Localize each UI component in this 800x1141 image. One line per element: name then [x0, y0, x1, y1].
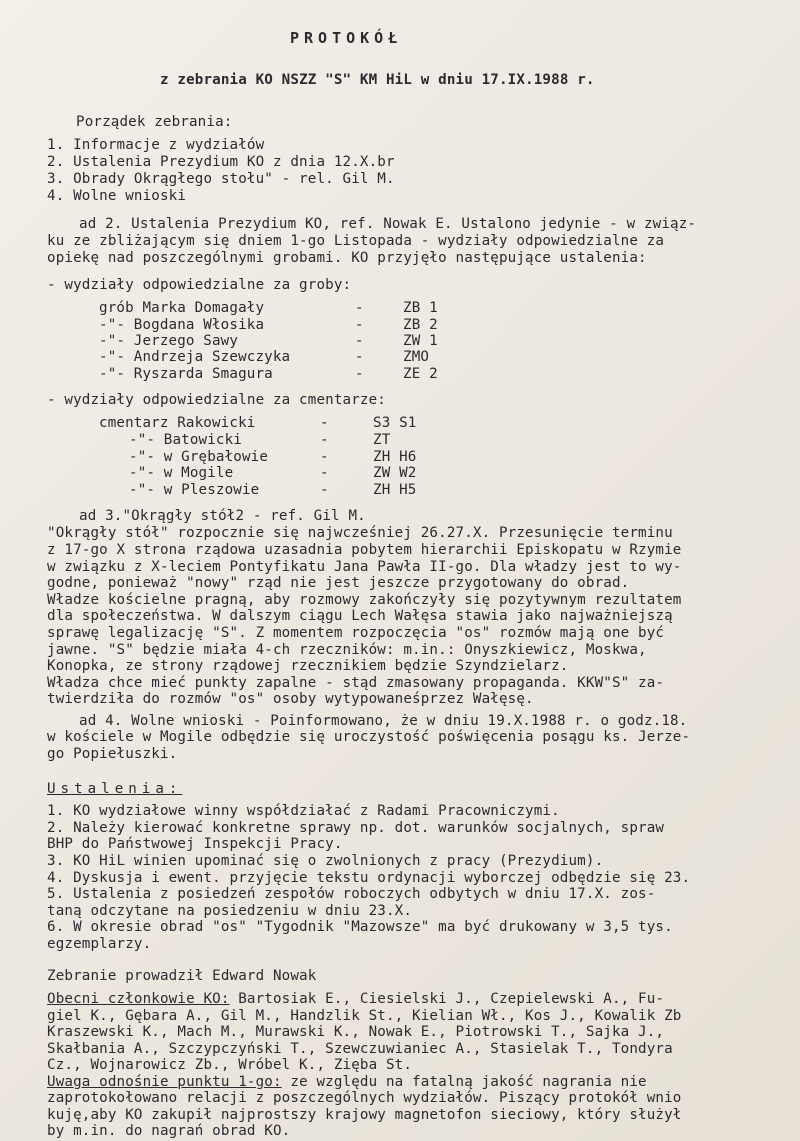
ad3-paragraph-line: twierdziła do rozmów "os" osoby wytypowaneśprzez Wałęsę.: [47, 691, 534, 707]
resolution-line: 5. Ustalenia z posiedzeń zespołów roboczych odbytych w dniu 17.X. zos-: [47, 886, 656, 902]
resolutions-heading: Ustalenia:: [47, 781, 183, 797]
agenda-item: 1. Informacje z wydziałów: [47, 137, 265, 153]
present-label: Obecni członkowie KO:: [47, 991, 230, 1007]
document-subtitle: z zebrania KO NSZZ "S" KM HiL w dniu 17.IX.1988 r.: [160, 72, 595, 88]
note-line: by m.in. do nagrań obrad KO.: [47, 1123, 291, 1139]
grave-dash: -: [355, 349, 364, 365]
ad2-paragraph-line: ad 2. Ustalenia Prezydium KO, ref. Nowak E. Ustalono jedynie - w związ-: [79, 216, 697, 232]
resolution-line: 4. Dyskusja i ewent. przyjęcie tekstu ordynacji wyborczej odbędzie się 23.: [47, 870, 691, 886]
agenda-item: 4. Wolne wnioski: [47, 188, 187, 204]
cemetery-unit: ZW W2: [373, 465, 417, 481]
resolution-line: 6. W okresie obrad "os" "Tygodnik "Mazowsze" ma być drukowany w 3,5 tys.: [47, 919, 673, 935]
ad3-paragraph-line: ad 3."Okrągły stół2 - ref. Gil M.: [79, 508, 366, 524]
ad4-paragraph-line: ad 4. Wolne wnioski - Poinformowano, że w dniu 19.X.1988 r. o godz.18.: [79, 713, 688, 729]
grave-name: -"- Bogdana Włosika: [99, 317, 265, 333]
ad3-paragraph-line: Władza chce mieć punkty zapalne - stąd zmasowany propaganda. KKW"S" za-: [47, 675, 665, 691]
resolution-line: egzemplarzy.: [47, 936, 152, 952]
grave-name: -"- Andrzeja Szewczyka: [99, 349, 291, 365]
cemetery-name: cmentarz Rakowicki: [99, 415, 256, 431]
resolution-line: BHP do Państwowej Inspekcji Pracy.: [47, 836, 343, 852]
present-members-line: giel K., Gębara A., Gil M., Handzlik St., Kielian Wł., Kos J., Kowalik Zb: [47, 1008, 682, 1024]
cemetery-name: -"- Batowicki: [129, 432, 242, 448]
cemetery-dash: -: [320, 415, 329, 431]
ad3-paragraph-line: "Okrągły stół" rozpocznie się najwcześniej 26.27.X. Przesunięcie terminu: [47, 525, 673, 541]
ad3-paragraph-line: godne, ponieważ "nowy" rząd nie jest jeszcze przygotowany do obrad.: [47, 575, 630, 591]
cemetery-unit: ZH H6: [373, 449, 417, 465]
note-label: Uwaga odnośnie punktu 1-go:: [47, 1074, 282, 1090]
grave-unit: ZB 1: [403, 300, 438, 316]
ad4-paragraph-line: w kościele w Mogile odbędzie się uroczystość poświęcenia posągu ks. Jerze-: [47, 729, 691, 745]
grave-name: grób Marka Domagały: [99, 300, 265, 316]
cemetery-unit: S3 S1: [373, 415, 417, 431]
ad4-paragraph-line: go Popiełuszki.: [47, 746, 178, 762]
present-names: Bartosiak E., Ciesielski J., Czepielewski A., Fu-: [229, 991, 665, 1007]
grave-name: -"- Ryszarda Smagura: [99, 366, 273, 382]
grave-unit: ZMO: [403, 349, 430, 365]
resolution-line: 3. KO HiL winien upominać się o zwolnionych z pracy (Prezydium).: [47, 853, 604, 869]
note-text: ze względu na fatalną jakość nagrania nie: [281, 1074, 647, 1090]
cemetery-name: -"- w Pleszowie: [129, 482, 260, 498]
ad2-paragraph-line: opiekę nad poszczególnymi grobami. KO przyjęło następujące ustalenia:: [47, 250, 647, 266]
present-members-line: Skałbania A., Szczypczyński T., Szewczuwianiec A., Stasielak T., Tondyra: [47, 1041, 673, 1057]
agenda-item: 3. Obrady Okrągłego stołu" - rel. Gil M.: [47, 171, 395, 187]
ad3-paragraph-line: jawne. "S" będzie miała 4-ch rzeczników: m.in.: Onyszkiewicz, Moskwa,: [47, 642, 647, 658]
cemetery-unit: ZT: [373, 432, 391, 448]
grave-dash: -: [355, 333, 364, 349]
cemetery-dash: -: [320, 482, 329, 498]
chair-line: Zebranie prowadził Edward Nowak: [47, 968, 317, 984]
note-line: kuję,aby KO zakupił najprostszy krajowy magnetofon sieciowy, który służył: [47, 1107, 682, 1123]
grave-unit: ZB 2: [403, 317, 438, 333]
grave-dash: -: [355, 300, 364, 316]
present-members-line: Kraszewski K., Mach M., Murawski K., Nowak E., Piotrowski T., Sajka J.,: [47, 1024, 665, 1040]
cemetery-dash: -: [320, 465, 329, 481]
cemetery-dash: -: [320, 432, 329, 448]
present-members-line: [47, 991, 664, 1008]
ad3-paragraph-line: z 17-go X strona rządowa uzasadnia pobytem hierarchii Episkopatu w Rzymie: [47, 542, 682, 558]
ad3-paragraph-line: Konopka, ze strony rządowej rzecznikiem będzie Szyndzielarz.: [47, 658, 569, 674]
grave-unit: ZE 2: [403, 366, 438, 382]
note-line: [47, 1074, 647, 1091]
ad2-paragraph-line: ku ze zbliżającym się dniem 1-go Listopada - wydziały odpowiedzialne za: [47, 233, 665, 249]
resolution-line: 1. KO wydziałowe winny współdziałać z Radami Pracowniczymi.: [47, 803, 560, 819]
document-title: PROTOKÓŁ: [290, 29, 403, 47]
resolution-line: taną odczytane na posiedzeniu w dniu 23.X.: [47, 903, 413, 919]
note-line: zaprotokołowano relacji z poszczególnych wydziałów. Piszący protokół wnio: [47, 1090, 682, 1106]
agenda-heading: Porządek zebrania:: [76, 114, 233, 130]
ad3-paragraph-line: w związku z X-leciem Pontyfikatu Jana Pawła II-go. Dla władzy jest to wy-: [47, 559, 682, 575]
grave-dash: -: [355, 317, 364, 333]
cemetery-unit: ZH H5: [373, 482, 417, 498]
cemeteries-heading: - wydziały odpowiedzialne za cmentarze:: [47, 392, 386, 408]
grave-unit: ZW 1: [403, 333, 438, 349]
resolution-line: 2. Należy kierować konkretne sprawy np. dot. warunków socjalnych, spraw: [47, 820, 665, 836]
cemetery-name: -"- w Mogile: [129, 465, 234, 481]
ad3-paragraph-line: dla społeczeństwa. W dalszym ciągu Lech Wałęsa stawia jako najważniejszą: [47, 608, 673, 624]
present-members-line: Cz., Wojnarowicz Zb., Wróbel K., Zięba St.: [47, 1057, 413, 1073]
graves-heading: - wydziały odpowiedzialne za groby:: [47, 277, 352, 293]
grave-dash: -: [355, 366, 364, 382]
cemetery-name: -"- w Grębałowie: [129, 449, 269, 465]
agenda-item: 2. Ustalenia Prezydium KO z dnia 12.X.br: [47, 154, 395, 170]
ad3-paragraph-line: sprawę legalizację "S". Z momentem rozpoczęcia "os" rozmów mają one być: [47, 625, 665, 641]
grave-name: -"- Jerzego Sawy: [99, 333, 239, 349]
ad3-paragraph-line: Władze kościelne pragną, aby rozmowy zakończyły się pozytywnym rezultatem: [47, 592, 682, 608]
cemetery-dash: -: [320, 449, 329, 465]
